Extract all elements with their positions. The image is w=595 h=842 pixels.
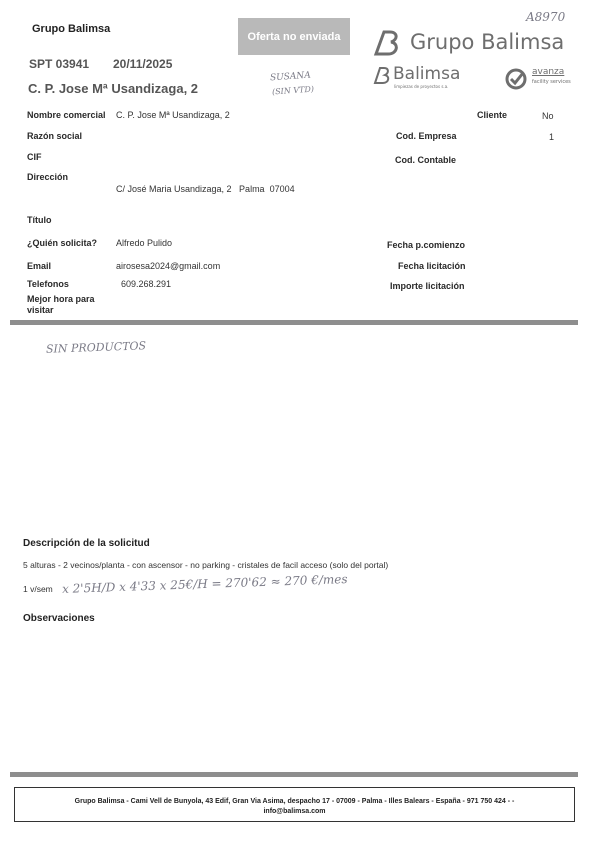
balimsa-logo (372, 66, 482, 92)
handwritten-note-2: (SIN VTD) (271, 84, 315, 97)
handwritten-products: SIN PRODUCTOS (45, 339, 147, 356)
observaciones-title: Observaciones (23, 613, 95, 624)
telefonos-value: 609.268.291 (121, 279, 172, 289)
cod-empresa-label: Cod. Empresa (396, 131, 457, 141)
quien-solicita-label: ¿Quién solicita? (27, 238, 98, 248)
handwritten-note: SUSANA (269, 70, 312, 84)
handwritten-calculation: x 2'5H/D x 4'33 x 25€/H = 270'62 ≈ 270 €/mes (61, 572, 348, 596)
fecha-comienzo-label: Fecha p.comienzo (387, 240, 466, 250)
balimsa-b-icon (372, 28, 402, 56)
reference-date: 20/11/2025 (113, 57, 173, 71)
nombre-comercial-value: C. P. Jose Mª Usandizaga, 2 (116, 110, 230, 120)
cod-contable-label: Cod. Contable (395, 155, 456, 165)
footer-email: info@balimsa.com (263, 808, 326, 815)
cif-label: CIF (27, 152, 42, 162)
avanza-logo (505, 66, 575, 92)
handwritten-top-code: A8970 (526, 10, 566, 24)
importe-licitacion-label: Importe licitación (390, 281, 465, 291)
balimsa-small-b-icon (372, 66, 392, 84)
nombre-comercial-label: Nombre comercial (27, 110, 106, 120)
footer-address: Grupo Balimsa - Cami Vell de Bunyola, 43 Edif, Gran Via Asima, despacho 17 - 07009 - Palma - Illes Balears - España - 971 750 424 - - (74, 798, 515, 805)
email-value: airosesa2024@gmail.com (116, 261, 221, 271)
telefonos-label: Telefonos (27, 279, 69, 289)
fecha-licitacion-label: Fecha licitación (398, 261, 466, 271)
section-divider-top (10, 320, 578, 325)
cod-empresa-value: 1 (549, 132, 555, 142)
balimsa-logo-subtext: limpiezas de proyectos s.a. (394, 84, 449, 89)
page-title: C. P. Jose Mª Usandizaga, 2 (28, 81, 199, 96)
logo-main-text: Grupo Balimsa (410, 30, 565, 54)
mejor-hora-label: Mejor hora para visitar (27, 294, 95, 315)
frequency-text: 1 v/sem (23, 584, 53, 594)
direccion-value: C/ José Maria Usandizaga, 2 Palma 07004 (116, 184, 295, 194)
avanza-check-icon (505, 68, 527, 90)
footer (14, 787, 575, 822)
cliente-value: No (542, 111, 554, 121)
email-label: Email (27, 261, 52, 271)
avanza-logo-text: avanza (532, 67, 565, 77)
direccion-label: Dirección (27, 172, 69, 182)
reference-code: SPT 03941 (29, 57, 90, 71)
quien-solicita-value: Alfredo Pulido (116, 238, 173, 248)
avanza-logo-subtext: facility services (532, 79, 571, 85)
titulo-label: Título (27, 215, 52, 225)
cliente-label: Cliente (477, 110, 508, 120)
razon-social-label: Razón social (27, 131, 83, 141)
status-badge: Oferta no enviada (238, 18, 350, 55)
descripcion-title: Descripción de la solicitud (23, 538, 150, 549)
descripcion-text: 5 alturas - 2 vecinos/planta - con ascensor - no parking - cristales de facil acceso (solo del portal) (23, 560, 389, 570)
company-name: Grupo Balimsa (32, 23, 111, 35)
balimsa-logo-text: Balimsa (393, 64, 461, 84)
grupo-balimsa-logo (372, 28, 572, 58)
section-divider-bottom (10, 772, 578, 777)
